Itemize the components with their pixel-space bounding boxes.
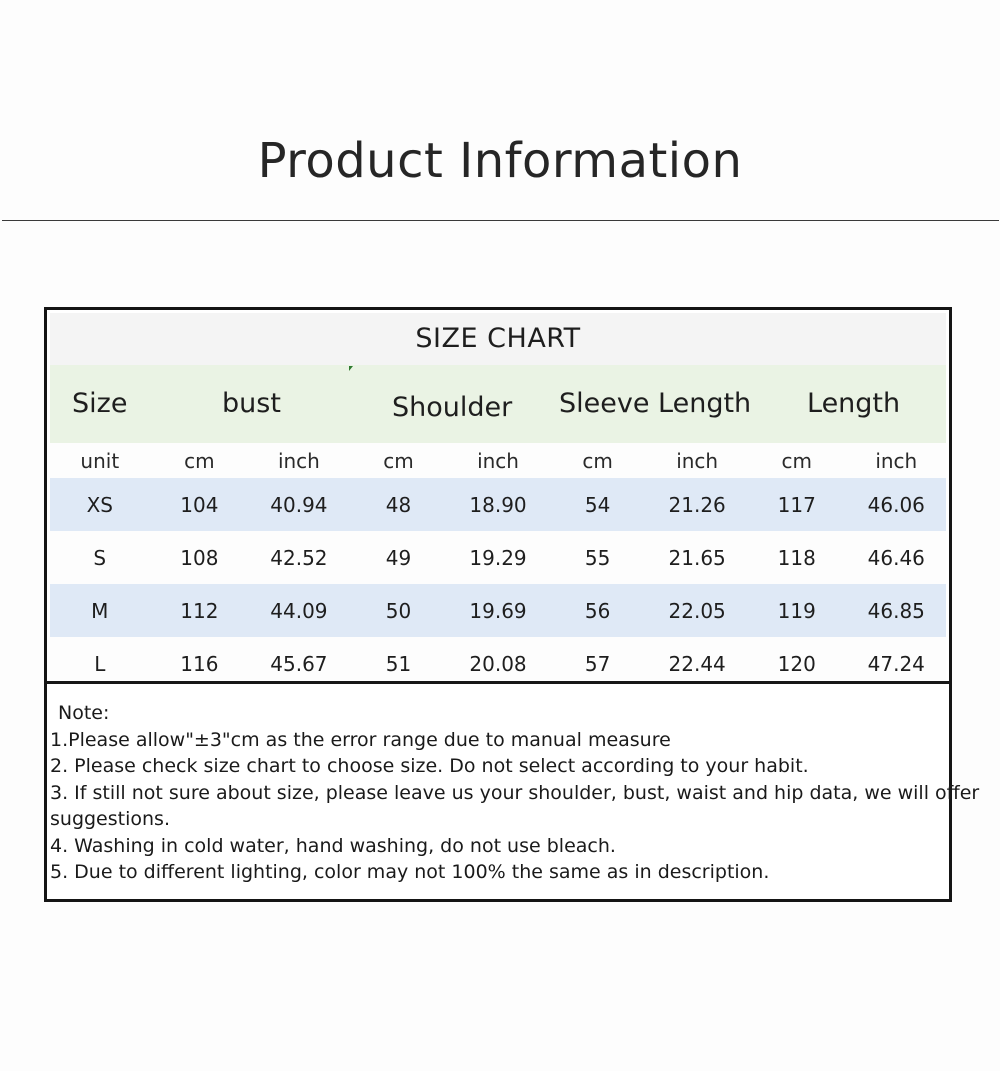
notes-section (50, 700, 980, 886)
header-bust: bust (222, 388, 281, 419)
table-cell: 46.85 (867, 598, 925, 623)
unit-cell: cm (184, 448, 215, 473)
note-line: 3. If still not sure about size, please leave us your shoulder, bust, waist and hip data, we will offer (50, 781, 980, 804)
unit-row (50, 443, 946, 478)
size-cell: XS (86, 492, 113, 517)
table-cell: 49 (385, 545, 412, 570)
title-divider (2, 220, 999, 221)
table-cell: 21.65 (668, 545, 726, 570)
table-cell: 20.08 (469, 651, 527, 676)
table-cell: 19.69 (469, 598, 527, 623)
table-cell: 21.26 (668, 492, 726, 517)
table-cell: 42.52 (270, 545, 328, 570)
note-line: 2. Please check size chart to choose size. Do not select according to your habit. (50, 755, 809, 777)
size-cell: S (93, 545, 107, 570)
unit-cell: cm (383, 448, 414, 473)
header-shoulder: Shoulder (392, 392, 513, 423)
table-cell: 22.05 (668, 598, 726, 623)
unit-cell: cm (582, 448, 613, 473)
size-cell: L (94, 651, 106, 676)
table-cell: 57 (584, 651, 611, 676)
note-line: suggestions. (50, 808, 170, 830)
notes-divider (47, 681, 949, 684)
note-line: 5. Due to different lighting, color may not 100% the same as in description. (50, 861, 770, 883)
table-cell: 119 (777, 598, 816, 623)
table-cell: 47.24 (867, 651, 925, 676)
table-cell: 50 (385, 598, 412, 623)
table-cell: 55 (584, 545, 611, 570)
note-line: 4. Washing in cold water, hand washing, do not use bleach. (50, 834, 616, 857)
table-cell: 56 (584, 598, 611, 623)
table-cell: 54 (584, 492, 611, 517)
unit-cell: unit (80, 448, 120, 473)
unit-cell: inch (477, 448, 519, 473)
header-sleeve-length: Sleeve Length (559, 388, 752, 419)
table-cell: 48 (385, 492, 412, 517)
table-cell: 46.46 (867, 545, 925, 570)
table-row (50, 478, 946, 531)
table-cell: 120 (777, 651, 816, 676)
table-cell: 44.09 (270, 598, 328, 623)
table-cell: 118 (777, 545, 816, 570)
table-cell: 117 (777, 492, 816, 517)
header-size: Size (72, 388, 128, 419)
table-cell: 51 (385, 651, 412, 676)
table-cell: 19.29 (469, 545, 527, 570)
table-cell: 22.44 (668, 651, 726, 676)
size-chart-title: SIZE CHART (50, 313, 946, 365)
page-title: Product Information (257, 133, 743, 189)
table-row (50, 584, 946, 637)
size-cell: M (91, 598, 109, 623)
table-cell: 116 (180, 651, 219, 676)
header-row (50, 365, 946, 443)
size-table (50, 313, 946, 690)
table-cell: 108 (180, 545, 219, 570)
unit-cell: inch (676, 448, 719, 473)
note-line: 1.Please allow"±3"cm as the error range due to manual measure (50, 728, 671, 751)
unit-cell: cm (781, 448, 812, 473)
table-cell: 18.90 (469, 492, 527, 517)
table-cell: 112 (180, 598, 219, 623)
table-cell: 40.94 (270, 492, 328, 517)
header-length: Length (807, 388, 901, 419)
size-chart (44, 307, 980, 902)
table-cell: 104 (180, 492, 219, 517)
green-corner-mark (349, 366, 353, 371)
table-row (50, 531, 946, 584)
notes-heading: Note: (58, 702, 110, 724)
unit-cell: inch (277, 448, 320, 473)
unit-cell: inch (875, 448, 918, 473)
table-cell: 45.67 (270, 651, 328, 676)
table-cell: 46.06 (867, 492, 925, 517)
